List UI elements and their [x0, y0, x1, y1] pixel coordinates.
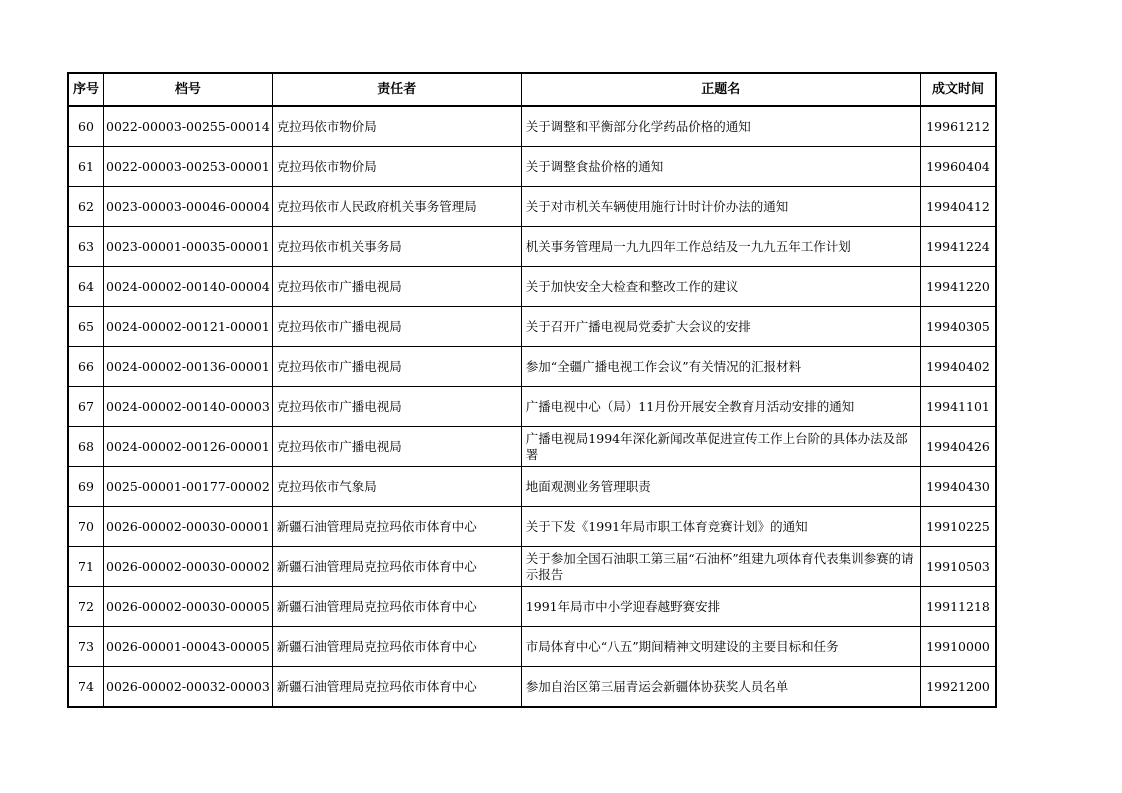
table-row — [68, 147, 996, 187]
table-row — [68, 347, 996, 387]
table-row — [68, 507, 996, 547]
table-row — [68, 587, 996, 627]
cell-date: 19921200 — [920, 667, 996, 708]
cell-seq: 67 — [68, 387, 104, 427]
cell-author: 克拉玛依市物价局 — [272, 147, 521, 187]
table-row — [68, 267, 996, 307]
table-row — [68, 227, 996, 267]
cell-seq: 66 — [68, 347, 104, 387]
cell-seq: 64 — [68, 267, 104, 307]
table-row — [68, 667, 996, 708]
header-date: 成文时间 — [920, 73, 996, 106]
cell-date: 19941220 — [920, 267, 996, 307]
table-row — [68, 307, 996, 347]
cell-title: 关于参加全国石油职工第三届“石油杯”组建九项体育代表集训参赛的请示报告 — [521, 547, 920, 587]
header-author: 责任者 — [272, 73, 521, 106]
header-title: 正题名 — [521, 73, 920, 106]
cell-code: 0022-00003-00253-00001 — [104, 147, 273, 187]
cell-title: 关于调整和平衡部分化学药品价格的通知 — [521, 106, 920, 147]
cell-title: 关于召开广播电视局党委扩大会议的安排 — [521, 307, 920, 347]
cell-author: 克拉玛依市机关事务局 — [272, 227, 521, 267]
table-header — [68, 73, 996, 106]
header-row — [68, 73, 996, 106]
cell-seq: 74 — [68, 667, 104, 708]
table-row — [68, 187, 996, 227]
cell-date: 19960404 — [920, 147, 996, 187]
cell-code: 0023-00001-00035-00001 — [104, 227, 273, 267]
cell-title: 关于加快安全大检查和整改工作的建议 — [521, 267, 920, 307]
cell-code: 0026-00002-00030-00002 — [104, 547, 273, 587]
cell-title: 参加“全疆广播电视工作会议”有关情况的汇报材料 — [521, 347, 920, 387]
cell-code: 0026-00002-00030-00005 — [104, 587, 273, 627]
cell-date: 19910000 — [920, 627, 996, 667]
cell-seq: 71 — [68, 547, 104, 587]
cell-title: 广播电视中心（局）11月份开展安全教育月活动安排的通知 — [521, 387, 920, 427]
cell-seq: 68 — [68, 427, 104, 467]
cell-seq: 70 — [68, 507, 104, 547]
cell-author: 新疆石油管理局克拉玛依市体育中心 — [272, 587, 521, 627]
cell-seq: 61 — [68, 147, 104, 187]
cell-code: 0024-00002-00121-00001 — [104, 307, 273, 347]
cell-seq: 65 — [68, 307, 104, 347]
cell-author: 克拉玛依市物价局 — [272, 106, 521, 147]
cell-seq: 73 — [68, 627, 104, 667]
cell-code: 0026-00002-00030-00001 — [104, 507, 273, 547]
table-row — [68, 547, 996, 587]
table-body — [68, 106, 996, 707]
table-row — [68, 387, 996, 427]
table-row — [68, 106, 996, 147]
cell-code: 0024-00002-00126-00001 — [104, 427, 273, 467]
cell-title: 广播电视局1994年深化新闻改革促进宣传工作上台阶的具体办法及部署 — [521, 427, 920, 467]
cell-author: 克拉玛依市气象局 — [272, 467, 521, 507]
cell-code: 0025-00001-00177-00002 — [104, 467, 273, 507]
cell-author: 克拉玛依市广播电视局 — [272, 267, 521, 307]
cell-date: 19940305 — [920, 307, 996, 347]
cell-author: 新疆石油管理局克拉玛依市体育中心 — [272, 667, 521, 708]
header-seq: 序号 — [68, 73, 104, 106]
cell-code: 0022-00003-00255-00014 — [104, 106, 273, 147]
cell-code: 0024-00002-00140-00003 — [104, 387, 273, 427]
cell-code: 0026-00001-00043-00005 — [104, 627, 273, 667]
cell-author: 克拉玛依市广播电视局 — [272, 347, 521, 387]
cell-author: 新疆石油管理局克拉玛依市体育中心 — [272, 507, 521, 547]
cell-seq: 63 — [68, 227, 104, 267]
cell-author: 新疆石油管理局克拉玛依市体育中心 — [272, 627, 521, 667]
cell-title: 地面观测业务管理职责 — [521, 467, 920, 507]
table-row — [68, 427, 996, 467]
cell-code: 0023-00003-00046-00004 — [104, 187, 273, 227]
cell-date: 19940402 — [920, 347, 996, 387]
cell-date: 19941101 — [920, 387, 996, 427]
cell-date: 19940412 — [920, 187, 996, 227]
cell-seq: 62 — [68, 187, 104, 227]
cell-seq: 69 — [68, 467, 104, 507]
cell-seq: 60 — [68, 106, 104, 147]
cell-date: 19940430 — [920, 467, 996, 507]
cell-date: 19961212 — [920, 106, 996, 147]
cell-author: 克拉玛依市广播电视局 — [272, 307, 521, 347]
cell-title: 市局体育中心“八五”期间精神文明建设的主要目标和任务 — [521, 627, 920, 667]
cell-code: 0024-00002-00140-00004 — [104, 267, 273, 307]
cell-date: 19910503 — [920, 547, 996, 587]
cell-title: 关于对市机关车辆使用施行计时计价办法的通知 — [521, 187, 920, 227]
cell-title: 参加自治区第三届青运会新疆体协获奖人员名单 — [521, 667, 920, 708]
cell-date: 19910225 — [920, 507, 996, 547]
cell-author: 克拉玛依市人民政府机关事务管理局 — [272, 187, 521, 227]
header-code: 档号 — [104, 73, 273, 106]
table-row — [68, 627, 996, 667]
archive-table — [67, 72, 997, 708]
cell-date: 19941224 — [920, 227, 996, 267]
cell-title: 机关事务管理局一九九四年工作总结及一九九五年工作计划 — [521, 227, 920, 267]
cell-author: 克拉玛依市广播电视局 — [272, 427, 521, 467]
cell-author: 克拉玛依市广播电视局 — [272, 387, 521, 427]
cell-author: 新疆石油管理局克拉玛依市体育中心 — [272, 547, 521, 587]
cell-seq: 72 — [68, 587, 104, 627]
cell-title: 关于调整食盐价格的通知 — [521, 147, 920, 187]
cell-code: 0026-00002-00032-00003 — [104, 667, 273, 708]
cell-code: 0024-00002-00136-00001 — [104, 347, 273, 387]
cell-date: 19911218 — [920, 587, 996, 627]
cell-title: 关于下发《1991年局市职工体育竞赛计划》的通知 — [521, 507, 920, 547]
cell-date: 19940426 — [920, 427, 996, 467]
cell-title: 1991年局市中小学迎春越野赛安排 — [521, 587, 920, 627]
table-row — [68, 467, 996, 507]
